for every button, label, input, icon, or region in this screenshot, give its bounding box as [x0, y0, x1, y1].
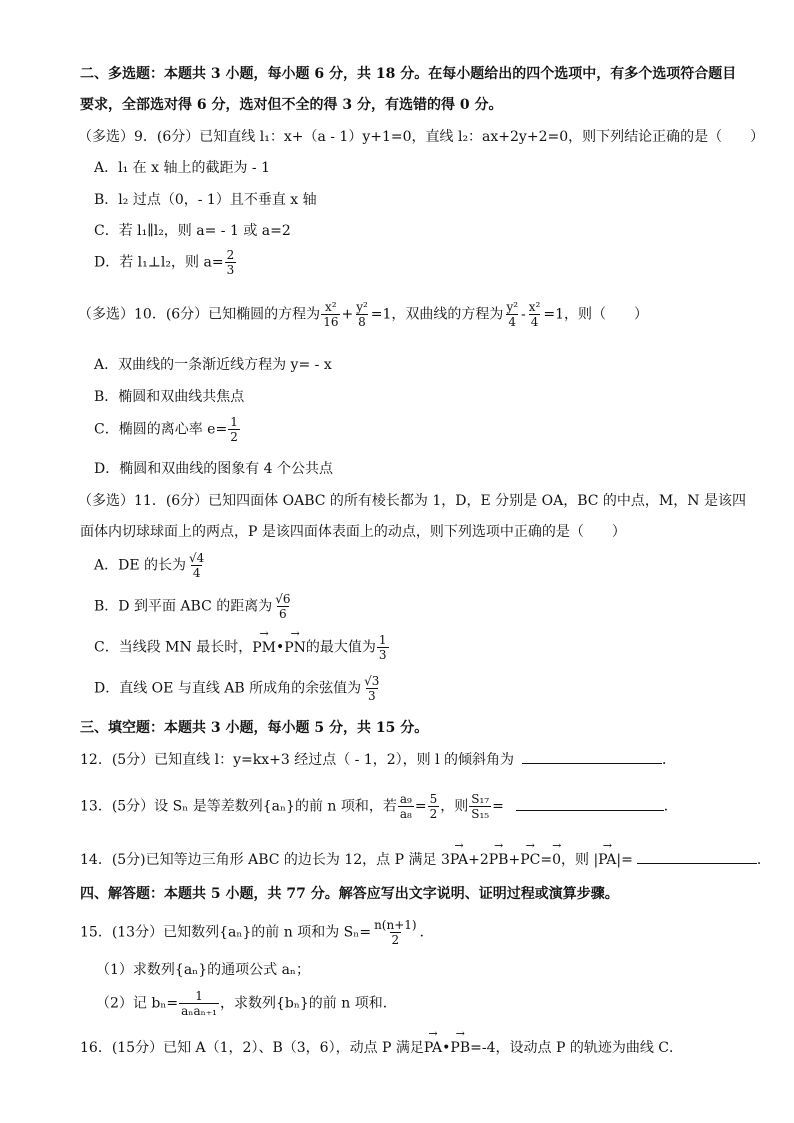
- question-9-option-a: A．l₁ 在 x 轴上的截距为 - 1: [94, 160, 270, 176]
- question-15-part1: （1）求数列{aₙ}的通项公式 aₙ；: [96, 962, 310, 978]
- question-9-option-b: B．l₂ 过点（0，- 1）且不垂直 x 轴: [94, 192, 317, 208]
- denominator: 4: [508, 315, 517, 329]
- fraction: [228, 415, 240, 444]
- option-text: C．椭圆的离心率 e=: [94, 421, 228, 438]
- denominator: 16: [323, 315, 339, 329]
- numerator: S₁₇: [471, 792, 490, 806]
- question-text: （2）记 bₙ=: [96, 995, 179, 1012]
- numerator: y²: [356, 300, 368, 314]
- question-text: 12．(5分）已知直线 l：y=kx+3 经过点（ - 1，2），则 l 的倾斜角为: [80, 752, 515, 768]
- question-text: ，则: [440, 798, 469, 815]
- operator: +: [508, 852, 521, 868]
- denominator: aₙaₙ₊₁: [181, 1004, 217, 1018]
- vector-pn: → PN: [284, 639, 306, 657]
- question-end: ．: [756, 852, 771, 868]
- answer-blank[interactable]: [516, 798, 664, 811]
- section-two-line2: 要求，全部选对得 6 分，选对但不全的得 3 分，有选错的得 0 分。: [80, 97, 503, 113]
- question-16: [80, 1039, 683, 1057]
- stem-text: =1，则（ ）: [543, 306, 648, 323]
- question-text: ，求数列{bₙ}的前 n 项和．: [219, 995, 397, 1012]
- vector-pa: → PA: [424, 1039, 442, 1057]
- vector-pa: → PA: [450, 851, 468, 869]
- operator: |=: [616, 852, 633, 868]
- numerator: 1: [195, 989, 203, 1003]
- question-10-option-a: A．双曲线的一条渐近线方程为 y= - x: [94, 357, 332, 373]
- section-two-line1: 二、多选题：本题共 3 小题，每小题 6 分，共 18 分。在每小题给出的四个选项中，有多个选项符合题目: [80, 66, 737, 82]
- fraction: [377, 633, 389, 662]
- question-11-option-d: [94, 674, 382, 703]
- question-9-option-c: C．若 l₁∥l₂，则 a= - 1 或 a=2: [94, 223, 291, 239]
- question-text: ，则 |: [561, 852, 599, 868]
- numerator: √4: [189, 551, 205, 565]
- operator: +: [341, 306, 354, 323]
- question-text: 13．(5分）设 Sₙ 是等差数列{aₙ}的前 n 项和，若: [80, 798, 397, 815]
- operator: -: [521, 306, 526, 323]
- question-9-stem: （多选）9．(6分）已知直线 l₁：x+（a - 1）y+1=0，直线 l₂：ax+2y+2=0，则下列结论正确的是（ ）: [78, 129, 765, 145]
- question-text: 16．(15分）已知 A（1，2）、B（3，6），动点 P 满足: [80, 1040, 424, 1056]
- numerator: x²: [325, 300, 337, 314]
- numerator: √3: [364, 674, 380, 688]
- numerator: n(n+1): [374, 918, 417, 932]
- numerator: a₉: [399, 792, 412, 806]
- answer-blank[interactable]: [522, 751, 662, 764]
- question-10-stem: [78, 300, 648, 329]
- vector-pb: → PB: [450, 1039, 470, 1057]
- denominator: 4: [530, 315, 539, 329]
- question-10-option-d: D．椭圆和双曲线的图象有 4 个公共点: [94, 461, 334, 477]
- question-13: [80, 792, 678, 821]
- question-11-option-b: [94, 592, 294, 621]
- numerator: √6: [275, 592, 291, 606]
- question-11-stem-line1: （多选）11．(6分）已知四面体 OABC 的所有棱长都为 1，D，E 分别是 OA，BC 的中点，M，N 是该四: [78, 493, 746, 509]
- numerator: 2: [226, 248, 235, 262]
- fraction: [354, 300, 370, 329]
- option-text: D．直线 OE 与直线 AB 所成角的余弦值为: [94, 680, 362, 697]
- question-end: ．: [663, 798, 678, 815]
- question-15-part2: [96, 989, 397, 1018]
- stem-text: （多选）10．(6分）已知椭圆的方程为: [78, 306, 321, 323]
- option-text: 的最大值为: [305, 639, 376, 656]
- dot-operator: •: [275, 639, 285, 656]
- question-end: ．: [419, 924, 434, 941]
- option-text: A．DE 的长为: [94, 557, 187, 574]
- denominator: S₁₅: [471, 807, 490, 821]
- dot-operator: •: [442, 1040, 451, 1056]
- question-11-option-a: [94, 551, 207, 580]
- fraction: [428, 792, 440, 821]
- option-text: C．当线段 MN 最长时，: [94, 639, 253, 656]
- question-15-stem: [80, 918, 434, 947]
- question-text: 15．(13分）已知数列{aₙ}的前 n 项和为 Sₙ=: [80, 924, 372, 941]
- question-10-option-c: [94, 415, 241, 444]
- fraction: [187, 551, 206, 580]
- question-end: ．: [662, 752, 677, 768]
- denominator: 6: [279, 607, 287, 621]
- numerator: x²: [528, 300, 541, 314]
- fraction: [225, 248, 237, 277]
- denominator: 8: [358, 315, 366, 329]
- operator: =: [540, 852, 553, 868]
- question-14: [80, 851, 771, 869]
- numerator: 5: [429, 792, 438, 806]
- question-12: [80, 751, 676, 769]
- vector-pm: → PM: [252, 639, 276, 657]
- answer-blank[interactable]: [637, 851, 757, 864]
- operator: =: [492, 798, 504, 815]
- fraction: [179, 989, 219, 1018]
- numerator: y²: [506, 300, 519, 314]
- numerator: 1: [230, 415, 238, 429]
- fraction: [527, 300, 543, 329]
- stem-text: =1，双曲线的方程为: [370, 306, 504, 323]
- denominator: 2: [391, 933, 400, 947]
- fraction: [469, 792, 491, 821]
- fraction: [398, 792, 414, 821]
- denominator: 3: [226, 263, 235, 277]
- option-text: B．D 到平面 ABC 的距离为: [94, 598, 273, 615]
- zero-vector: → 0: [552, 851, 561, 869]
- vector-pc: → PC: [520, 851, 540, 869]
- section-four-heading: 四、解答题：本题共 5 小题，共 77 分。解答应写出文字说明、证明过程或演算步骤。: [80, 886, 619, 902]
- question-11-stem-line2: 面体内切球球面上的两点，P 是该四面体表面上的动点，则下列选项中正确的是（ ）: [80, 524, 626, 540]
- question-10-option-b: B．椭圆和双曲线共焦点: [94, 389, 245, 405]
- question-11-option-c: [94, 633, 390, 662]
- denominator: 3: [378, 648, 387, 662]
- denominator: 3: [367, 689, 376, 703]
- denominator: 2: [429, 807, 438, 821]
- fraction: [504, 300, 520, 329]
- denominator: a₈: [399, 807, 412, 821]
- vector-pa: → PA: [598, 851, 616, 869]
- fraction: [273, 592, 292, 621]
- denominator: 4: [192, 566, 201, 580]
- section-three-heading: 三、填空题：本题共 3 小题，每小题 5 分，共 15 分。: [80, 720, 429, 736]
- denominator: 2: [230, 430, 238, 444]
- operator: =: [414, 798, 427, 815]
- option-d-text: D．若 l₁⊥l₂，则 a=: [94, 254, 224, 271]
- operator: +2: [468, 852, 489, 868]
- vector-pb: → PB: [489, 851, 509, 869]
- fraction: [321, 300, 340, 329]
- question-text: =-4，设动点 P 的轨迹为曲线 C．: [470, 1040, 683, 1056]
- fraction: [362, 674, 381, 703]
- numerator: 1: [378, 633, 387, 647]
- question-text: 14．(5分)已知等边三角形 ABC 的边长为 12，点 P 满足 3: [80, 852, 450, 868]
- question-9-option-d: [94, 248, 237, 277]
- fraction: [372, 918, 419, 947]
